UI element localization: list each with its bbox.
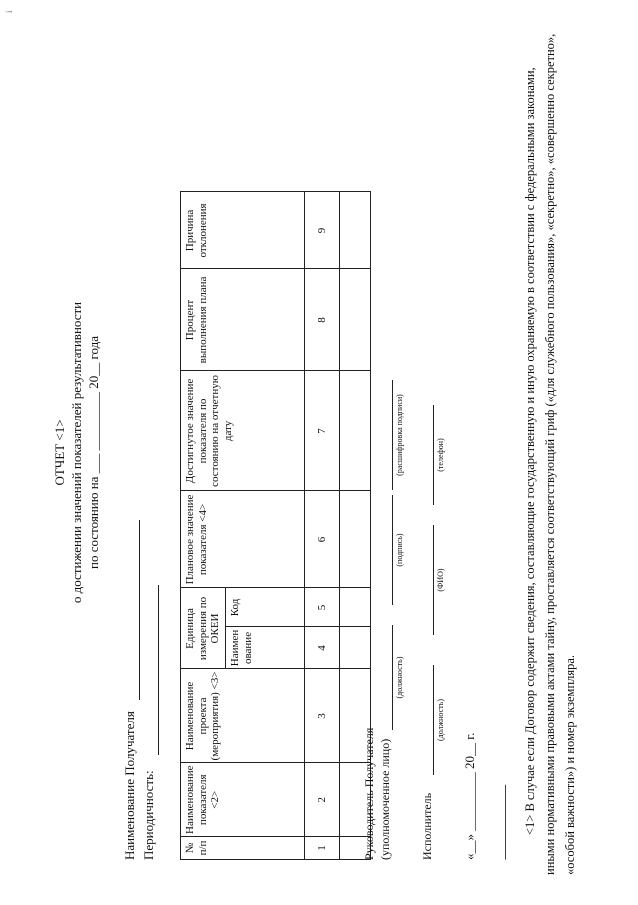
header-reason: Причина отклонения [181, 192, 305, 269]
head-signature-caption: (подпись) [395, 533, 404, 567]
recipient-name-label: Наименование Получателя [122, 711, 137, 860]
table-cell [339, 371, 370, 491]
executor-label: Исполнитель [420, 792, 434, 860]
executor-position-caption: (должность) [436, 699, 445, 741]
col-number: 2 [304, 763, 339, 837]
periodicity-label: Периодичность: [141, 770, 156, 860]
table-row [304, 192, 339, 860]
col-number: 7 [304, 371, 339, 491]
header-project: Наименование проекта (мероприятия) <3> [181, 669, 305, 763]
executor-fio-caption: (ФИО) [436, 568, 445, 592]
head-label: Руководитель Получателя [362, 727, 376, 860]
table-cell [339, 192, 370, 269]
executor-phone-line [433, 405, 434, 505]
col-number: 9 [304, 192, 339, 269]
signature-date-line: «__» _________ 20__ г. [462, 732, 477, 860]
header-plan: Плановое значение показателя <4> [181, 491, 305, 588]
col-number: 6 [304, 491, 339, 588]
header-achieved: Достигнутое значение показателя по состоянию на отчетную дату [181, 371, 305, 491]
table-cell [339, 588, 370, 627]
header-unit-code: Код [225, 588, 304, 627]
table-cell [339, 269, 370, 371]
head-decode-caption: (расшифровка подписи) [395, 394, 404, 476]
recipient-name-line [139, 520, 140, 700]
executor-position-line [433, 665, 434, 775]
table-cell [339, 627, 370, 669]
report-table [180, 191, 371, 860]
col-number: 1 [304, 837, 339, 860]
col-number: 8 [304, 269, 339, 371]
col-number: 5 [304, 588, 339, 627]
header-percent: Процент выполнения плана [181, 269, 305, 371]
header-num: № п/п [181, 837, 305, 860]
table-header-row [181, 192, 226, 860]
executor-fio-line [433, 525, 434, 635]
footnote-text: <1> В случае если Договор содержит сведения, составляющие государственную и иную охраняемую в соответствии с федеральными законами, иными нормативными правовыми актами тайну, проставляется соответствующий гриф («для служебного пользования», «секретно», «совершенно секретно», «особой важности») и номер экземпляра. [523, 33, 577, 875]
head-sub-label: (уполномоченное лицо) [378, 738, 392, 860]
head-position-caption: (должность) [395, 656, 404, 699]
header-unit: Единица измерения по ОКЕИ [181, 588, 226, 669]
header-indicator: Наименование показателя <2> [181, 763, 305, 837]
report-date-line: по состоянию на ___ _________ 20__ года [86, 336, 101, 569]
periodicity-line [158, 585, 159, 755]
head-decode-line [392, 380, 393, 490]
header-unit-name: Наименование [225, 627, 304, 669]
executor-phone-caption: (телефон) [436, 438, 445, 472]
report-title: ОТЧЕТ <1> [52, 419, 67, 486]
head-signature-line [392, 495, 393, 605]
footnote-separator: -------------------------------- [500, 785, 511, 860]
margin-mark: i [4, 10, 14, 13]
report-subtitle: о достижении значений показателей результативности [69, 301, 84, 604]
footnote [520, 30, 580, 875]
col-number: 4 [304, 627, 339, 669]
head-position-line [392, 625, 393, 730]
table-cell [339, 491, 370, 588]
col-number: 3 [304, 669, 339, 763]
